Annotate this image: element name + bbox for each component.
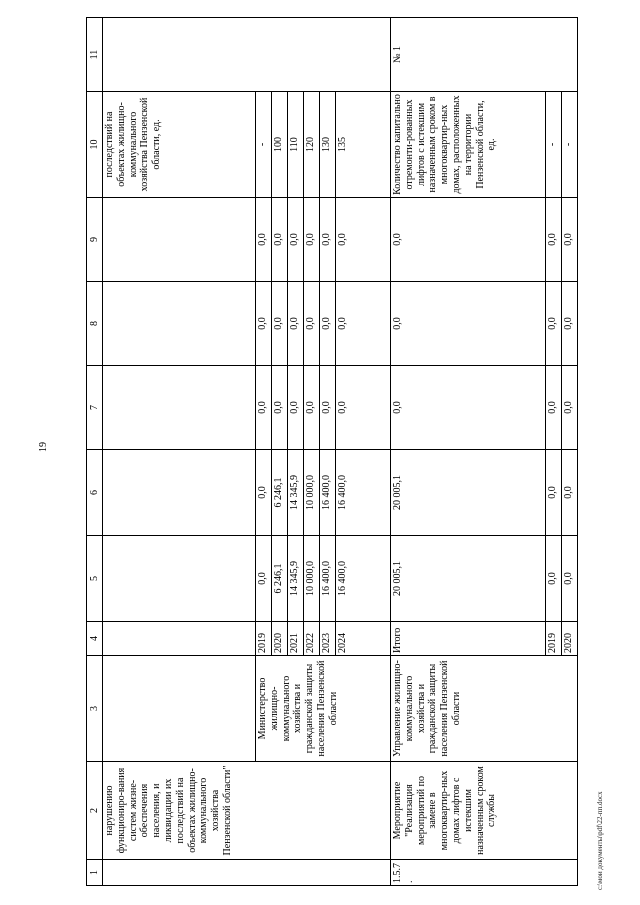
column-header: 9 — [87, 198, 103, 282]
value-cell: 0,0 — [320, 366, 336, 450]
continuation-indicator: последствий на объектах жилищно-коммунального хозяйства Пензенской области, ед. — [103, 92, 256, 198]
value-cell: 0,0 — [272, 366, 288, 450]
cell-year-empty — [103, 622, 256, 656]
value-cell: 16 400,0 — [320, 450, 336, 536]
value-cell: 0,0 — [546, 366, 562, 450]
indicator-cell: 110 — [288, 92, 304, 198]
value-cell: 0,0 — [288, 366, 304, 450]
year-cell: 2024 — [336, 622, 391, 656]
value-cell: 14 345,9 — [288, 450, 304, 536]
column-header: 5 — [87, 536, 103, 622]
column-header: 2 — [87, 762, 103, 860]
cell-empty — [103, 366, 256, 450]
continuation-row — [103, 18, 256, 886]
header-row — [87, 18, 103, 886]
indicator-cell: 100 — [272, 92, 288, 198]
column-header: 3 — [87, 656, 103, 762]
year-cell: 2019 — [256, 622, 272, 656]
column-header: 4 — [87, 622, 103, 656]
value-cell: 0,0 — [336, 366, 391, 450]
cell-ref-empty — [103, 18, 391, 92]
cell-empty — [103, 198, 256, 282]
item-title: Мероприятие "Реализация мероприятий по замене в многоквартир-ных домах лифтов с истекшим назначенным сроком службы — [391, 762, 578, 860]
value-cell: 0,0 — [546, 450, 562, 536]
value-cell: 0,0 — [272, 282, 288, 366]
value-cell: 0,0 — [336, 198, 391, 282]
value-cell: 0,0 — [320, 198, 336, 282]
value-cell: 6 246,1 — [272, 536, 288, 622]
budget-table — [86, 17, 578, 886]
indicator-cell: - — [546, 92, 562, 198]
value-cell: 0,0 — [256, 536, 272, 622]
item-number: 1.5.7. — [391, 860, 578, 886]
year-cell: 2022 — [304, 622, 320, 656]
budget-table-rotated — [86, 18, 578, 886]
column-header: 6 — [87, 450, 103, 536]
indicator-cell: 130 — [320, 92, 336, 198]
year-cell: 2021 — [288, 622, 304, 656]
indicator-cell: 120 — [304, 92, 320, 198]
year-cell: 2023 — [320, 622, 336, 656]
year-cell: 2020 — [562, 622, 578, 656]
value-cell: 0,0 — [562, 282, 578, 366]
indicator-cell: - — [256, 92, 272, 198]
cell-empty — [103, 282, 256, 366]
continuation-exec-top — [103, 656, 256, 762]
value-cell: 10 000,0 — [304, 536, 320, 622]
total-label: Итого — [391, 622, 546, 656]
total-value: 0,0 — [391, 282, 546, 366]
value-cell: 0,0 — [546, 282, 562, 366]
column-header: 1 — [87, 860, 103, 886]
column-header: 8 — [87, 282, 103, 366]
value-cell: 0,0 — [272, 198, 288, 282]
file-path: c:\мои документы\pdf\22-пп.docx — [596, 791, 604, 890]
value-cell: 0,0 — [562, 450, 578, 536]
value-cell: 0,0 — [304, 366, 320, 450]
value-cell: 0,0 — [256, 198, 272, 282]
value-cell: 0,0 — [546, 198, 562, 282]
total-value: 0,0 — [391, 198, 546, 282]
value-cell: 0,0 — [256, 450, 272, 536]
value-cell: 0,0 — [562, 536, 578, 622]
value-cell: 6 246,1 — [272, 450, 288, 536]
value-cell: 16 400,0 — [320, 536, 336, 622]
year-cell: 2019 — [546, 622, 562, 656]
indicator-cell: - — [562, 92, 578, 198]
value-cell: 0,0 — [256, 366, 272, 450]
value-cell: 0,0 — [256, 282, 272, 366]
continuation-executor: Министерство жилищно-коммунального хозяйства и гражданской защиты населения Пензенской области — [256, 656, 391, 762]
column-header: 7 — [87, 366, 103, 450]
total-value: 20 005,1 — [391, 536, 546, 622]
value-cell: 0,0 — [562, 198, 578, 282]
year-row — [256, 18, 272, 886]
value-cell: 14 345,9 — [288, 536, 304, 622]
cell-num-empty — [103, 860, 391, 886]
cell-empty — [103, 450, 256, 536]
value-cell: 0,0 — [304, 198, 320, 282]
item-total-row — [391, 18, 546, 886]
item-reference: № 1 — [391, 18, 578, 92]
value-cell: 0,0 — [288, 198, 304, 282]
cell-empty — [103, 536, 256, 622]
value-cell: 10 000,0 — [304, 450, 320, 536]
value-cell: 0,0 — [546, 536, 562, 622]
page-number: 19 — [38, 442, 49, 452]
value-cell: 0,0 — [320, 282, 336, 366]
value-cell: 0,0 — [336, 282, 391, 366]
indicator-cell: 135 — [336, 92, 391, 198]
value-cell: 0,0 — [304, 282, 320, 366]
value-cell: 16 400,0 — [336, 450, 391, 536]
item-executor: Управление жилищно-коммунального хозяйства и гражданской защиты населения Пензенской области — [391, 656, 578, 762]
total-value: 0,0 — [391, 366, 546, 450]
value-cell: 0,0 — [288, 282, 304, 366]
total-value: 20 005,1 — [391, 450, 546, 536]
value-cell: 0,0 — [562, 366, 578, 450]
continuation-title: нарушению функциониро-вания систем жизне-обеспечения населения, и ликвидации их последствий на объектах жилищно-коммунального хозяйства Пензенской области" — [103, 762, 391, 860]
year-cell: 2020 — [272, 622, 288, 656]
item-indicator: Количество капитально отремонти-рованных лифтов с истекшим назначенным сроком в многоквартир-ных домах, расположенных на территории Пензенской области, ед. — [391, 92, 546, 198]
column-header: 10 — [87, 92, 103, 198]
column-header: 11 — [87, 18, 103, 92]
value-cell: 16 400,0 — [336, 536, 391, 622]
